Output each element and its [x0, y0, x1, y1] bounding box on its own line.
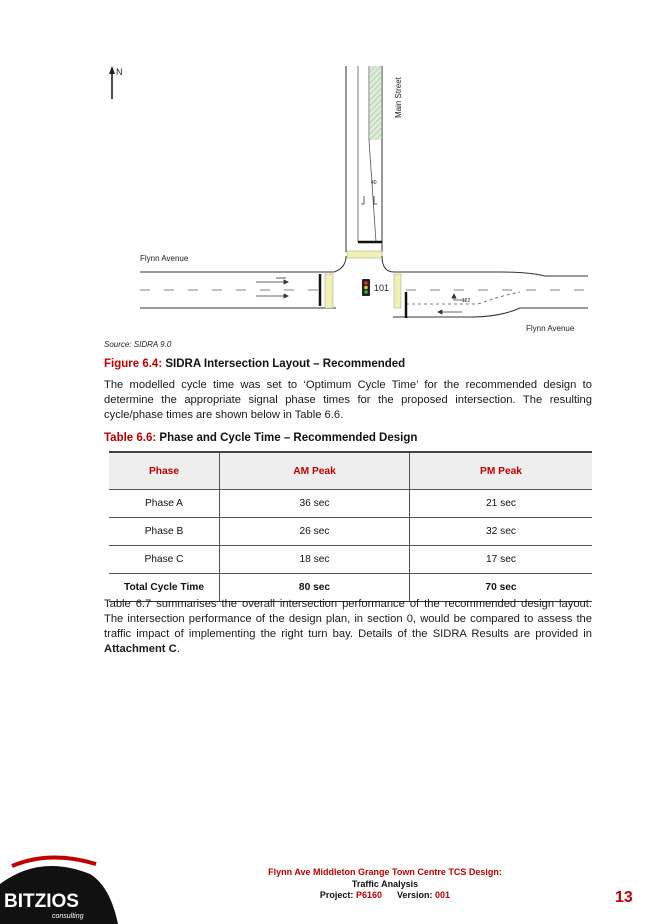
cell-pm: 21 sec	[410, 490, 593, 518]
avenue-label-left: Flynn Avenue	[140, 254, 189, 263]
signal-id: 101	[374, 283, 390, 293]
summary-paragraph	[104, 597, 592, 657]
lane-40-label: 40	[371, 180, 377, 186]
cell-am: 26 sec	[220, 518, 410, 546]
pedestrian-crossing-north	[347, 251, 382, 258]
cell-pm: 17 sec	[410, 546, 593, 574]
project-label: Project:	[319, 890, 354, 900]
footer-project-line	[150, 890, 620, 900]
street-label: Main Street	[394, 77, 403, 118]
figure-number: Figure 6.4:	[104, 358, 163, 370]
cell-am: 36 sec	[220, 490, 410, 518]
table-row	[109, 518, 592, 546]
table-row	[109, 490, 592, 518]
cell-total-am: 80 sec	[220, 574, 410, 602]
header-phase: Phase	[109, 452, 220, 490]
figure-title: SIDRA Intersection Layout – Recommended	[165, 358, 406, 370]
cell-pm: 32 sec	[410, 518, 593, 546]
table-caption	[104, 432, 417, 444]
cell-phase: Phase B	[109, 518, 220, 546]
header-am-peak: AM Peak	[220, 452, 410, 490]
version-label: Version:	[397, 890, 433, 900]
north-label: N	[116, 67, 123, 77]
project-value: P6160	[355, 890, 382, 900]
cell-am: 18 sec	[220, 546, 410, 574]
logo-text: BITZIOS	[4, 891, 79, 912]
page-number: 13	[615, 889, 633, 906]
cell-phase: Phase A	[109, 490, 220, 518]
cell-phase: Phase C	[109, 546, 220, 574]
table-number: Table 6.6:	[104, 432, 157, 444]
attachment-reference: Attachment C	[104, 643, 177, 655]
summary-text: Table 6.7 summarises the overall intersection performance of the recommended design layout. The intersection performance of the design plan, in section 0, would be compared to assess the traffic impact of implementing the right turn bay. Details of the SIDRA Results are provided in	[104, 598, 592, 640]
north-arrow-icon	[109, 66, 115, 99]
cell-total-label: Total Cycle Time	[109, 574, 220, 602]
summary-end: .	[176, 643, 180, 655]
table-row	[109, 546, 592, 574]
header-pm-peak: PM Peak	[410, 452, 593, 490]
pedestrian-crossing-east	[394, 274, 401, 308]
cell-total-pm: 70 sec	[410, 574, 593, 602]
footer-subtitle: Traffic Analysis	[351, 879, 419, 889]
table-title: Phase and Cycle Time – Recommended Design	[159, 432, 418, 444]
lane-arrow-icon	[361, 196, 377, 204]
pedestrian-crossing-west	[325, 274, 333, 308]
logo-subtext: consulting	[52, 913, 84, 920]
version-value: 001	[435, 890, 451, 900]
lane-arrow-icon	[256, 278, 288, 298]
avenue-label-right: Flynn Avenue	[526, 324, 575, 333]
phase-cycle-table	[109, 451, 592, 602]
traffic-signal-icon	[362, 279, 370, 296]
figure-caption	[104, 358, 405, 370]
table-header-row	[109, 452, 592, 490]
figure-source: Source: SIDRA 9.0	[104, 340, 172, 349]
lane-122-label: 122	[462, 298, 471, 304]
footer-title: Flynn Ave Middleton Grange Town Centre TCS Design:	[268, 867, 502, 877]
intro-paragraph: The modelled cycle time was set to ‘Optimum Cycle Time’ for the recommended design to determine the appropriate signal phase times for the proposed intersection. The resulting cycle/phase times are shown below in Table 6.6.	[104, 379, 592, 421]
